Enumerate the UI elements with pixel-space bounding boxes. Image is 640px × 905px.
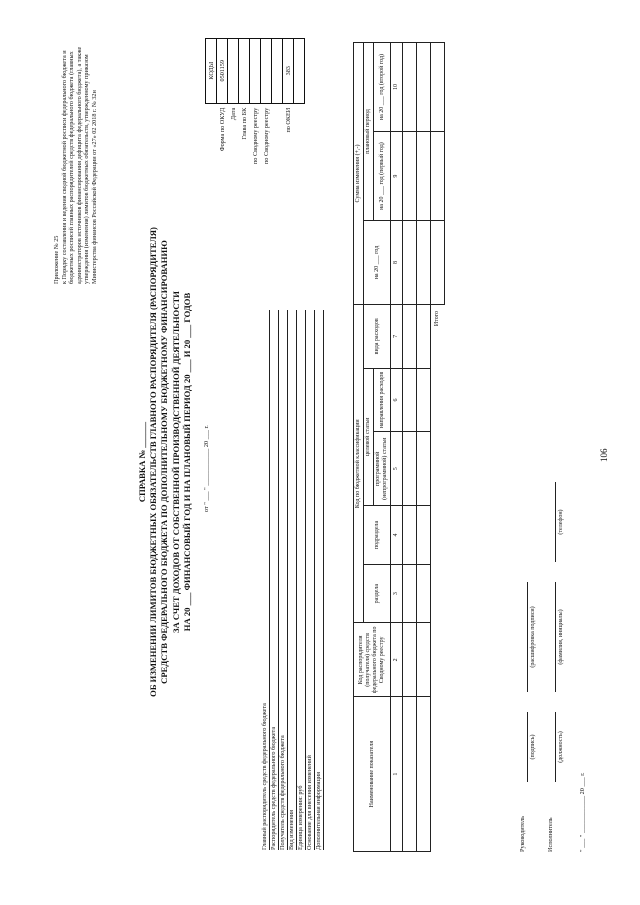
col-number: 9 [391, 132, 403, 221]
appendix-text: к Порядку составления и ведения сводной бюджетной росписи федерального бюджета и бюджетных росписей главных распорядителей средств федерального бюджета (главных администраторов источников финансирования дефицита федерального бюджета), а также утверждения (изменения) лимитов бюджетных обязательств, утвержденному приказом Министерства финансов Российской Федерации от «27» 02 2018 г. № 32н [60, 46, 98, 284]
field-extra-info: Дополнительная информация [315, 310, 324, 850]
table-row [403, 43, 417, 852]
head-sign-caption: (подпись) [530, 734, 536, 760]
code-value [261, 38, 272, 103]
col-number: 3 [391, 564, 403, 623]
signature-date: " ___ " ____________ 20 ___ г. [579, 772, 586, 852]
code-value: 0501159 [217, 38, 228, 103]
header-year1: на 20 ___ год (первый год) [374, 132, 391, 221]
head-decode-caption: (расшифровка подписи) [530, 606, 536, 668]
header-manager-code: Код распорядителя (получателя) средств федерального бюджета по Сводному реестру [354, 623, 391, 697]
code-label [294, 103, 305, 166]
header-plan: плановый период [364, 43, 374, 221]
table-row [417, 43, 431, 852]
exec-position-caption: (должность) [558, 731, 564, 763]
appendix-block [53, 34, 99, 284]
header-indicator-name: Наименование показателя [354, 697, 391, 852]
title-line-2: ОБ ИЗМЕНЕНИИ ЛИМИТОВ БЮДЖЕТНЫХ ОБЯЗАТЕЛЬСТВ ГЛАВНОГО РАСПОРЯДИТЕЛЯ (РАСПОРЯДИТЕЛЯ) [148, 227, 159, 697]
exec-label: Исполнитель [547, 817, 554, 852]
appendix-title: Приложение № 25 [53, 235, 60, 284]
field-change-type: Вид изменения [288, 310, 297, 850]
codes-table [205, 38, 305, 166]
exec-phone-caption: (телефон) [558, 509, 564, 535]
title-line-1: СПРАВКА № ______ [137, 421, 147, 503]
title-line-5: НА 20 ___ ФИНАНСОВЫЙ ГОД И НА ПЛАНОВЫЙ ПЕРИОД 20 ___ И 20 ___ ГОДОВ [181, 292, 192, 632]
info-fields [261, 310, 324, 850]
header-razdel: раздела [364, 564, 391, 623]
col-number: 6 [391, 368, 403, 432]
main-table [353, 42, 445, 852]
col-number: 8 [391, 221, 403, 305]
header-vid: вида расходов [364, 304, 391, 368]
field-basis: Основание для внесения изменений [306, 310, 315, 850]
header-year2: на 20 ___ год (второй год) [374, 43, 391, 132]
main-table-block [353, 42, 445, 852]
exec-name-caption: (фамилия, инициалы) [558, 609, 564, 665]
head-label: Руководитель [519, 816, 526, 852]
col-number: 5 [391, 432, 403, 506]
col-number: 7 [391, 304, 403, 368]
code-value: 383 [283, 38, 294, 103]
code-value [239, 38, 250, 103]
title-line-3: СРЕДСТВ ФЕДЕРАЛЬНОГО БЮДЖЕТА ПО ДОПОЛНИТЕЛЬНОМУ БЮДЖЕТНОМУ ФИНАНСИРОВАНИЮ [159, 240, 170, 684]
code-label: по Сводному реестру [262, 107, 270, 164]
code-label: по ОКЕИ [284, 107, 292, 133]
total-row [431, 43, 445, 852]
code-value [228, 38, 239, 103]
header-podrazdel: подраздела [364, 506, 391, 565]
title-line-4: ЗА СЧЕТ ДОХОДОВ ОТ СОБСТВЕННОЙ ПРОИЗВОДСТВЕННОЙ ДЕЯТЕЛЬНОСТИ [170, 291, 181, 633]
field-recipient: Получатель средств федерального бюджета [279, 310, 288, 850]
code-label: по Сводному реестру [251, 107, 259, 164]
total-label: Итого [434, 310, 441, 327]
codes-block [205, 38, 305, 166]
form-title [137, 182, 193, 742]
code-label: Глава по БК [240, 107, 248, 140]
code-label: Дата [229, 107, 237, 121]
header-kbk: Код по бюджетной классификации [354, 304, 364, 623]
date-line: от " ___ " ____________ 20 ___ г. [203, 425, 210, 512]
code-value [272, 38, 283, 103]
codes-header: КОДЫ [206, 38, 217, 103]
code-label: Форма по ОКУД [218, 107, 226, 152]
header-program: программной (непрограммной) статьи [374, 432, 391, 506]
page-number: 106 [599, 448, 609, 462]
signatures-block [519, 352, 587, 852]
code-label [272, 103, 283, 166]
header-sum: Сумма изменения (+,-) [354, 43, 364, 305]
col-number: 2 [391, 623, 403, 697]
code-value [294, 38, 305, 103]
col-number: 1 [391, 697, 403, 852]
header-year0: на 20 ___ год [364, 221, 391, 305]
col-number: 10 [391, 43, 403, 132]
code-value [250, 38, 261, 103]
header-direction: направления расходов [374, 368, 391, 432]
field-main-manager: Главный распорядитель средств федерального бюджета [261, 310, 270, 850]
field-unit: Единица измерения: руб [297, 310, 306, 850]
field-manager: Распорядитель средств федерального бюджета [270, 310, 279, 850]
header-target: целевой статьи [364, 368, 374, 506]
col-number: 4 [391, 506, 403, 565]
rotated-form [25, 22, 615, 882]
